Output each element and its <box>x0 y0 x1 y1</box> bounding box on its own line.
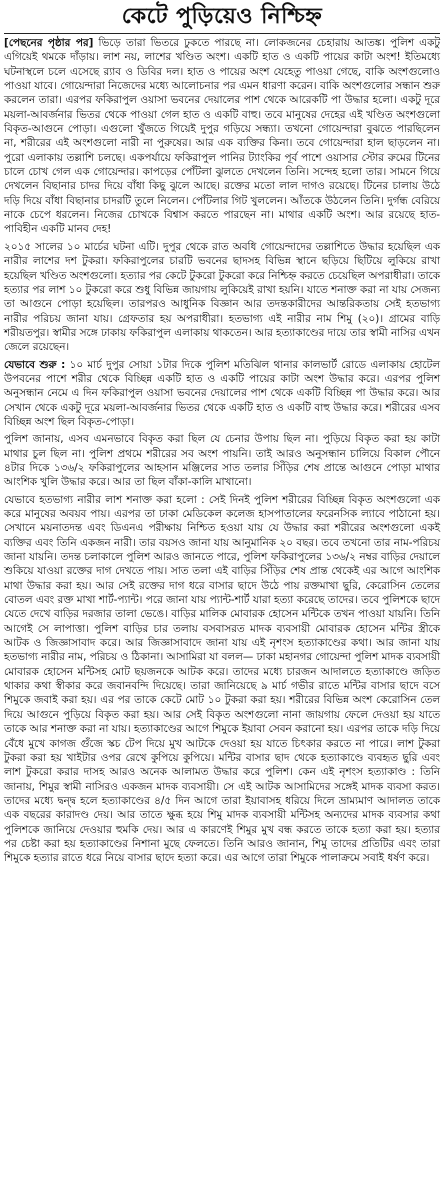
paragraph-5: যেভাবে হতভাগ্য নারীর লাশ শনাক্ত করা হলো : সেই দিনই পুলিশ শরীরের বিচ্ছিন্ন বিকৃত অংশগুলো এক করে মানুষের অবয়ব পায়। এরপর তা ঢাকা মেডিকেল কলেজ হাসপাতালের ফরেনসিক ল্যাবে পাঠানো হয়। সেখানে ময়নাতদন্ত এবং ডিএনএ পরীক্ষায় নিশ্চিত হওয়া যায় যে উদ্ধার করা শরীরের অংশগুলো একই ব্যক্তির এবং তিনি একজন নারী। তার বয়সও জানা যায় আনুমানিক ২০ বছর। তবে তখনো তার নাম-পরিচয় জানা যায়নি। তদন্ত চলাকালে পুলিশ আরও জানতে পারে, পুলিশ ফকিরাপুলের ১৩৬/২ নম্বর বাড়ির দেয়ালে শুকিয়ে যাওয়া রক্তের দাগ দেখতে পায়। সাত তলা এই বাড়ির সিঁড়ির শেষ প্রান্ত থেকেই এর আগে আংশিক মাথা উদ্ধার করা হয়। আর সেই রক্তের দাগ ধরে বাসার ছাদে উঠে পায় রক্তমাখা ছুরি, কেরোসিন তেলের বোতল এবং রক্ত মাখা শার্ট-প্যান্ট। পরে জানা যায় প্যান্ট-শার্ট যারা হত্যা করেছে তাদের। তবে পুলিশকে ছাদে যেতে দেখে বাড়ির দরজার তালা ভেঙে। বাড়ির মালিক মোবারক হোসেন মন্টিকে তখন পাওয়া যায়নি। তিনি আগেই সে লাপাত্তা। পুলিশ বাড়ির চার তলায় বসবাসরত মাদক ব্যবসায়ী মোবারক হোসেন মন্টির স্ত্রীকে আটক ও জিজ্ঞাসাবাদ করে। আর জিজ্ঞাসাবাদে জানা যায় এই নৃশংস হত্যাকাণ্ডের কথা। আর জানা যায় হতভাগ্য নারীর নাম, পরিচয় ও ঠিকানা। আসামিরা যা বলল— ঢাকা মহানগর গোয়েন্দা পুলিশ মাদক ব্যবসায়ী মোবারক হোসেন মন্টিসহ মোট ছয়জনকে আটক করে। তাদের মধ্যে চারজন আদালতে হত্যাকাণ্ডে জড়িত থাকার কথা স্বীকার করে জবানবন্দি দিয়েছে। তারা জানিয়েছে ৯ মার্চ গভীর রাতে মন্টির বাসার ছাদে বসে শিমুকে জবাই করা হয়। এর পর তাকে কেটে মোট ১০ টুকরা করা হয়। শরীরের বিভিন্ন অংশ কেরোসিন তেল দিয়ে আগুনে পুড়িয়ে বিকৃত করা হয়। আর সেই বিকৃত অংশগুলো নানা জায়গায় ফেলে দেওয়া হয় যাতে তাকে আর শনাক্ত করা না যায়। হত্যাকাণ্ডের আগে শিমুকে ইয়াবা সেবন করানো হয়। এরপর তাকে দড়ি দিয়ে বেঁধে মুখে কাগজ গুঁজে স্কচ টেপ দিয়ে মুখ আটকে দেওয়া হয় যাতে চিৎকার করতে না পারে। লাশ টুকরা টুকরা করা হয় খাইটার ওপর রেখে কুপিয়ে কুপিয়ে। মন্টির বাসার ছাদ থেকে হত্যাকাণ্ডে ব্যবহৃত ছুরি এবং লাশ টুকরো করার দাসহ আরও অনেক আলামত উদ্ধার করে পুলিশ। কেন এই নৃশংস হত্যাকাণ্ড : তিনি জানায়, শিমুর স্বামী নাসিরও একজন মাদক ব্যবসায়ী। সে এই আটক আসামিদের সঙ্গেই মাদক ব্যবসা করত। তাদের মধ্যে দ্বন্দ্ব হলে হত্যাকাণ্ডের ৪/৫ দিন আগে তারা ইয়াবাসহ ধরিয়ে দিলে ভ্রাম্যমাণ আদালত তাকে এক বছরের কারাদণ্ড দেয়। আর তাতে ক্ষুব্ধ হয়ে শিমু মাদক ব্যবসায়ী মন্টিসহ অন্যদের মাদক ব্যবসার কথা পুলিশকে জানিয়ে দেওয়ার হুমকি দেয়। আর এ কারণেই শিমুর মুখ বন্ধ করতে তাকে হত্যা করা হয়। হত্যার পর চেষ্টা করা হয় হত্যাকাণ্ডের নিশানা মুছে ফেলতে। তিনি আরও জানান, শিমু তাদের প্রতিটির এবং তারা শিমুকে হত্যার রাতে ধরে নিয়ে বাসার ছাদে হত্যা করে। এর আগে তারা শিমুকে পালাক্রমে সবাই ধর্ষণ করে। <box>4 493 440 865</box>
paragraph-3 <box>4 358 440 430</box>
paragraph-3-text: ১০ মার্চ দুপুর সোয়া ১টার দিকে পুলিশ মতিঝিল থানার কালভার্ট রোডে এলাকায় হোটেল উপবনের পাশে শরীর থেকে বিচ্ছিন্ন একটি হাত ও একটি পায়ের কাটা অংশ উদ্ধার করে। এরপর পুলিশ অনুসন্ধান নেমে এ দিন ফকিরাপুল ওয়াসা ভবনের দেয়ালের পাশ থেকে একটি বিচ্ছিন্ন পা উদ্ধার করে। আর সেখান থেকে একটু দূরে ময়লা-আবর্জনার ভিতর থেকে একটি হাত ও একটি বাহু উদ্ধার করে। শরীরের এসব বিচ্ছিন্ন অংশ ছিল বিকৃত-পোড়া। <box>4 358 441 428</box>
article-headline: কেটে পুড়িয়েও নিশ্চিহ্ন <box>121 4 323 29</box>
continuation-label: [পেছনের পৃষ্ঠার পর] <box>4 37 94 49</box>
paragraph-4: পুলিশ জানায়, এসব এমনভাবে বিকৃত করা ছিল যে চেনার উপায় ছিল না। পুড়িয়ে বিকৃত করা হয় কাটা মাথার চুল ছিল না। পুলিশ প্রথমে শরীরের সব অংশ পায়নি। তাই আরও অনুসন্ধান চালিয়ে বিকাল পৌনে ৪টার দিকে ১৩৬/২ ফকিরাপুলের আহসান মঞ্জিলের সাত তলার সিঁড়ির শেষ প্রান্তে আগুনে পোড়া মাথার আংশিক খুলি উদ্ধার করে। আর তা ছিল বাঁকা-কালি মাখানো। <box>4 433 440 489</box>
article <box>4 0 440 866</box>
paragraph-1-text: ভিড়ে তারা ভিতরে ঢুকতে পারছে না। লোকজনের চেহারায় আতঙ্ক। পুলিশ একটু এগিয়েই থমকে দাঁড়ায়। লাশ নয়, লাশের খণ্ডিত অংশ। একটি হাত ও একটি পায়ের কাটা অংশ! ইতিমধ্যে ঘটনাস্থলে চলে এসেছে র‍্যাব ও ডিবির দল। হাত ও পায়ের অংশ যেহেতু পাওয়া গেছে, বাকি অংশগুলোও পাওয়া যাবে। গোয়েন্দারা নিজেদের মধ্যে আলোচনার পর এমন ধারণা করেন। বাকি অংশগুলোর সন্ধান শুরু করলেন তারা। এরপর ফকিরাপুল ওয়াসা ভবনের দেয়ালের পাশ থেকে আরেকটি পা উদ্ধার হলো। একটু দূরে ময়লা-আবর্জনার ভিতর থেকে পাওয়া গেল হাত ও একটি বাহু। তবে মানুষের দেহের এই খণ্ডিত অংশগুলো বিকৃত-আগুনে পোড়া। এগুলো খুঁজতে গিয়েই দুপুর গড়িয়ে সন্ধ্যা। তখনো গোয়েন্দারা বুঝতে পারছিলেন না, শরীরের এই অংশগুলো নারী না পুরুষের। আর এক ব্যক্তির কিনা। তবে গোয়েন্দারা হাল ছাড়লেন না। পুরো এলাকায় তল্লাশি চলছে। একপর্যায়ে ফকিরাপুল পানির ট্যাংকির পূর্ব পাশে ওয়াসার স্টোর রুমের টিনের চালে চোখ গেল এক গোয়েন্দার। কাপড়ের পোঁটলা ঝুলতে দেখলেন তিনি। সন্দেহ হলো তার। সামনে গিয়ে দেখলেন বিছানার চাদর দিয়ে বাঁধা কিছু ঝুলে আছে। রক্তের মতো লাল দাগও রয়েছে। টিনের চালায় উঠে দড়ি দিয়ে বাঁধা বিছানার চাদরটি তুলে নিলেন। পোঁটলার গিট খুললেন। আঁতকে উঠলেন তিনি। দুর্গন্ধ বেরিয়ে নাকে চেপে ধরলেন। নিজের চোখকে বিশ্বাস করতে পারছেন না। মাথার একটি অংশ। আর রয়েছে হাত-পাবিহীন একটি মানব দেহ! <box>4 37 440 236</box>
section-heading-start: যেভাবে শুরু : <box>4 358 66 371</box>
divider <box>4 33 440 34</box>
paragraph-1 <box>4 36 440 237</box>
paragraph-2: ২০১৫ সালের ১০ মার্চের ঘটনা এটি। দুপুর থেকে রাত অবধি গোয়েন্দাদের তল্লাশিতে উদ্ধার হয়েছিল এক নারীর লাশের দশ টুকরা। ফকিরাপুলের চারটি ভবনের ছাদসহ বিভিন্ন স্থানে ছড়িয়ে ছিটিয়ে লুকিয়ে রাখা হয়েছিল খণ্ডিত অংশগুলো। হত্যার পর কেটে টুকরো টুকরো করে নিশ্চিহ্ন করতে চেয়েছিল অপরাধীরা। তাকে হত্যার পর লাশ ১০ টুকরো করে শুধু বিভিন্ন জায়গায় লুকিয়েই রাখা হয়নি। যাতে শনাক্ত করা না যায় সেজন্য তা আগুনে পোড়া হয়েছিল। তারপরও আধুনিক বিজ্ঞান আর তদন্তকারীদের আন্তরিকতায় সেই হতভাগ্য নারীর পরিচয় জানা যায়। গ্রেফতার হয় অপরাধীরা। হতভাগ্য এই নারীর নাম শিমু (২০)। গ্রামের বাড়ি শরীয়তপুর। স্বামীর সঙ্গে ঢাকায় ফকিরাপুল এলাকায় থাকতেন। আর হত্যাকাণ্ডের দায়ে তার স্বামী নাসির এখন জেলে রয়েছেন। <box>4 240 440 354</box>
